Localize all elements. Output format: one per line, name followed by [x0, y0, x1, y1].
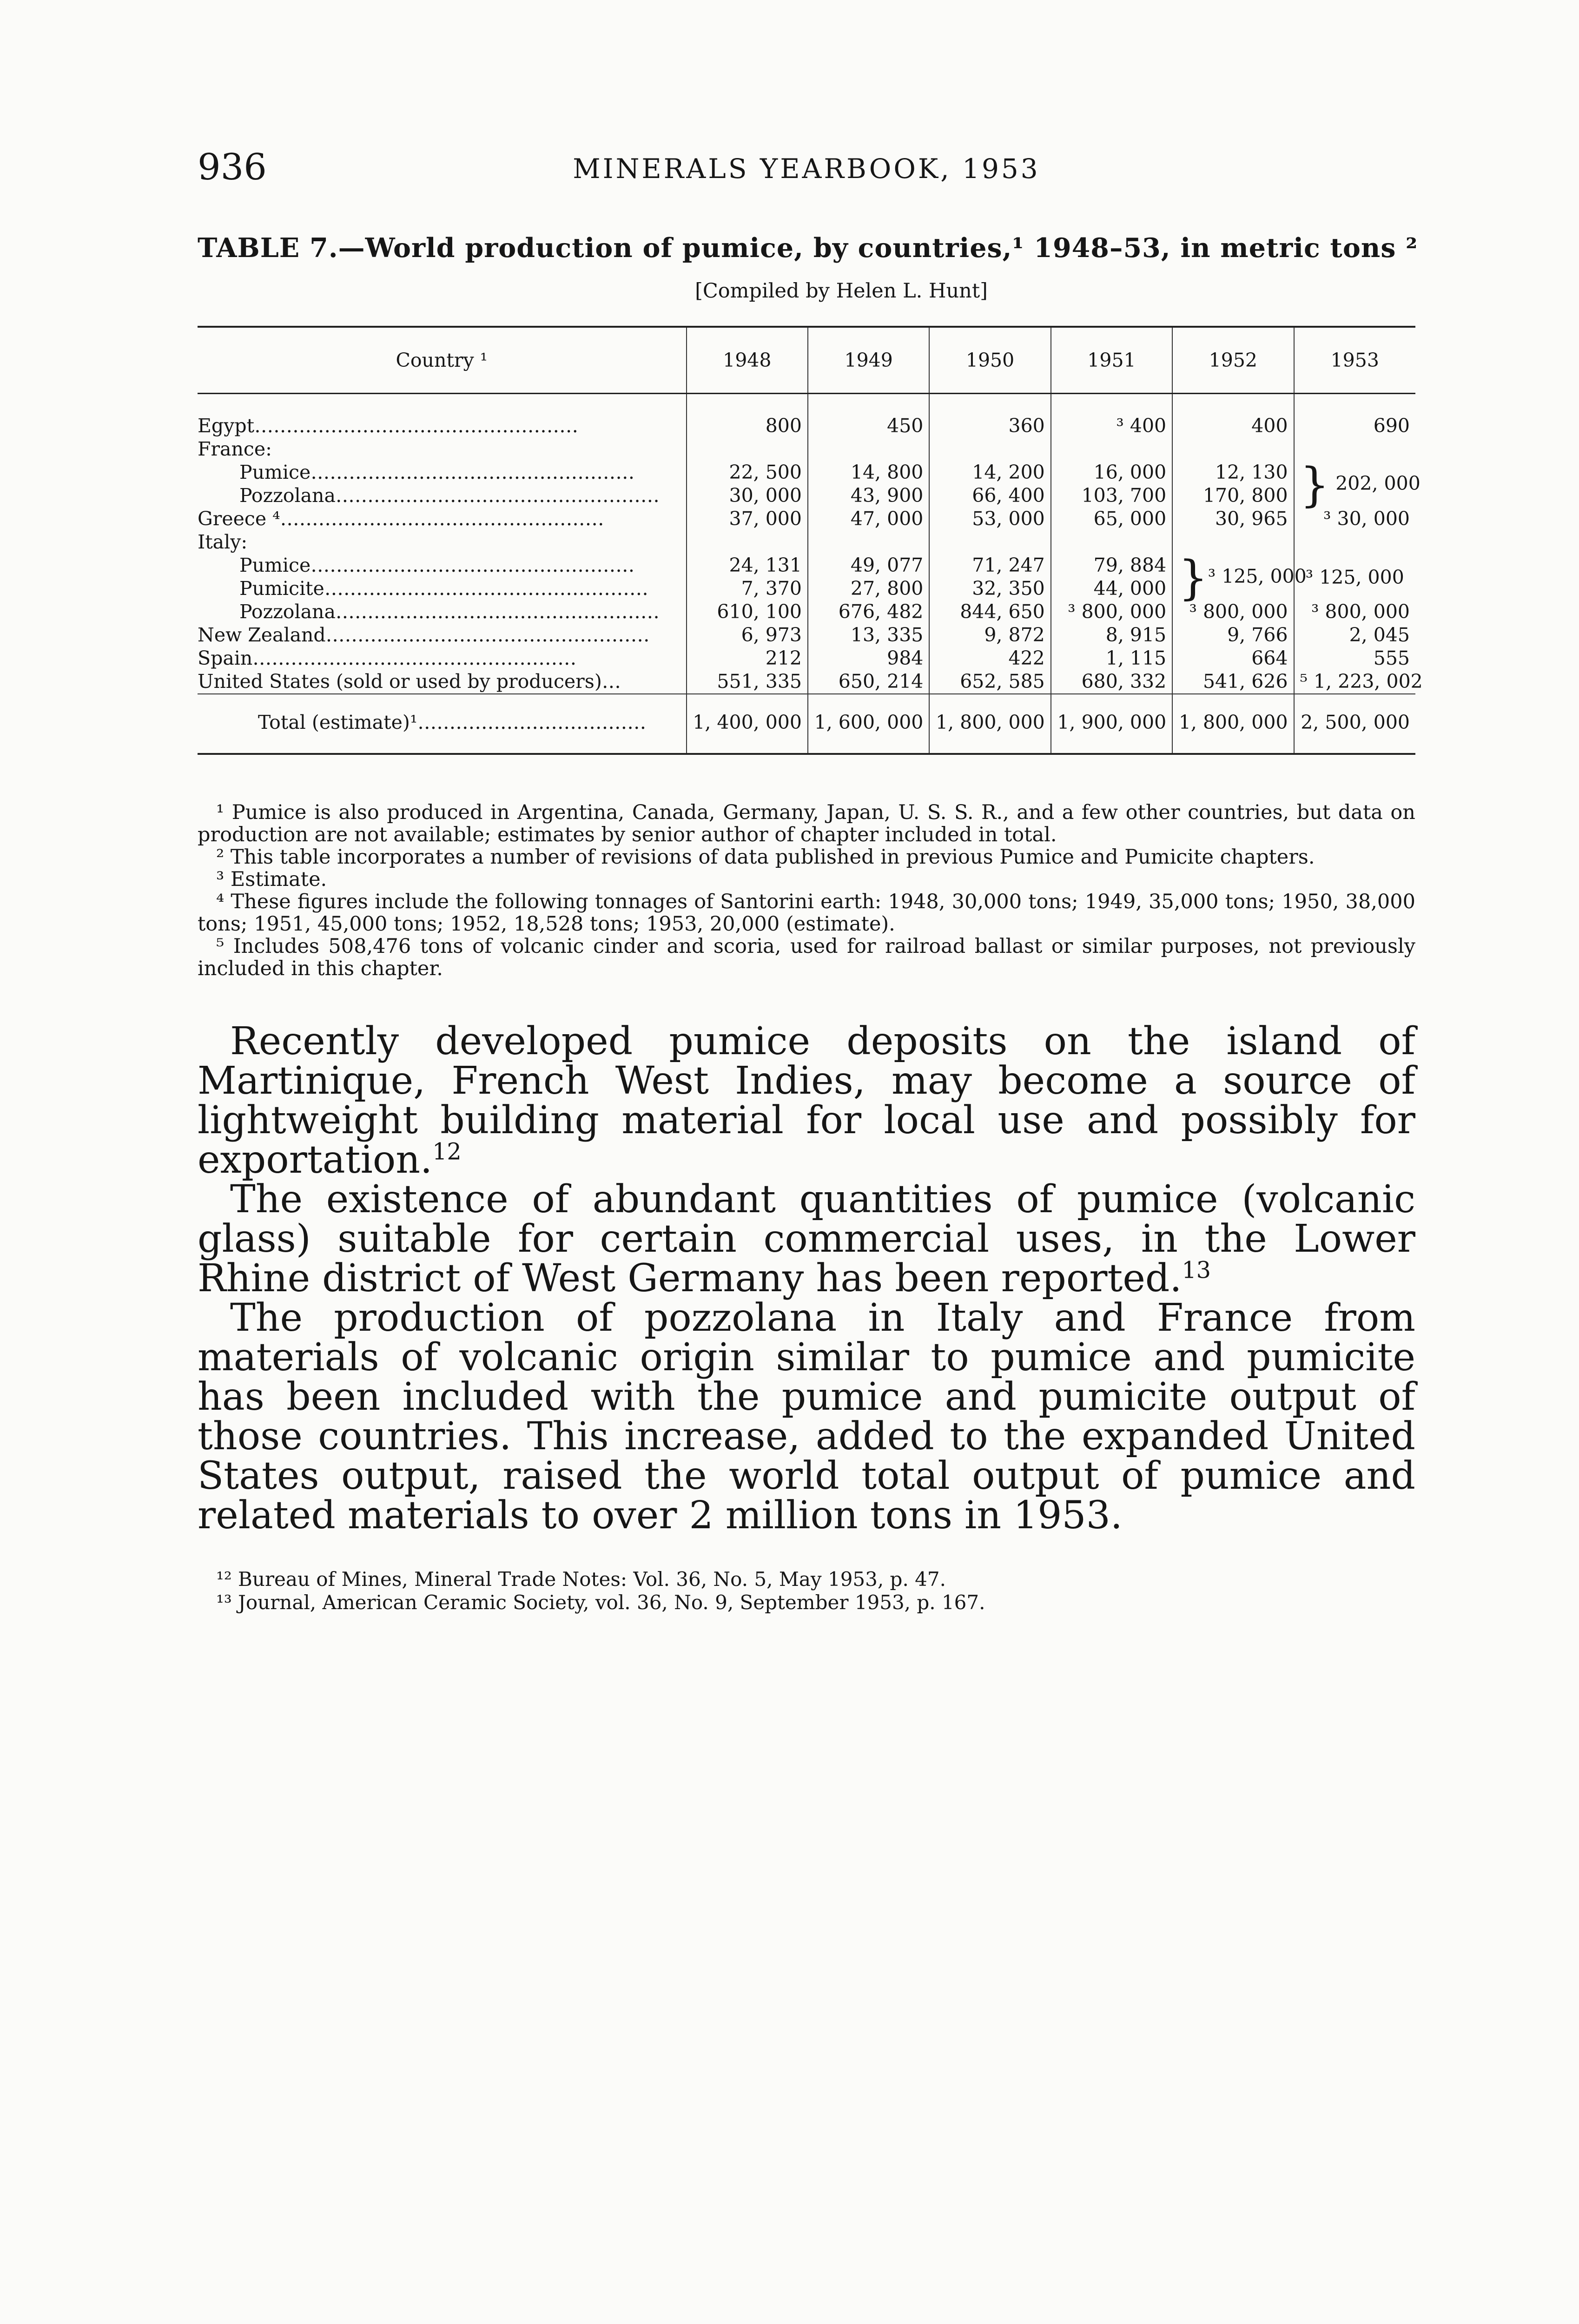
table-cell: 1, 400, 000 — [687, 694, 808, 754]
table-cell: 27, 800 — [808, 577, 929, 601]
table-cell: 1, 900, 000 — [1051, 694, 1172, 754]
paragraph-text: Recently developed pumice deposits on the island of Martinique, French West Indies, may become a source of lightweight building material for local use and possibly for exportation. — [198, 1019, 1415, 1182]
paragraph — [198, 1177, 1415, 1301]
table-cell: 422 — [929, 647, 1050, 670]
table-row — [198, 624, 1415, 647]
row-label-text: United States (sold or used by producers) — [198, 670, 602, 693]
footnote-ref: 13 — [1182, 1256, 1211, 1284]
running-head: MINERALS YEARBOOK, 1953 — [573, 153, 1040, 185]
table-cell: 664 — [1172, 647, 1294, 670]
table-cell: 14, 200 — [929, 461, 1050, 484]
row-label — [198, 577, 687, 601]
brace-glyph: } — [1178, 550, 1208, 605]
leader-dots: …………………………………………… — [254, 415, 579, 437]
table-cell: 37, 000 — [687, 508, 808, 531]
row-label-text: Greece ⁴ — [198, 508, 280, 530]
leader-dots: …………………………………………… — [252, 647, 577, 669]
table-cell: 170, 800 — [1172, 484, 1294, 508]
row-label — [198, 670, 687, 694]
table-header-row — [198, 327, 1415, 394]
table-row — [198, 461, 1415, 484]
table-cell: 47, 000 — [808, 508, 929, 531]
row-label — [198, 484, 687, 508]
column-header-year: 1949 — [808, 327, 929, 394]
table-cell: 30, 965 — [1172, 508, 1294, 531]
row-label-text: Total (estimate)¹ — [258, 711, 418, 733]
row-label-text: Pumicite — [239, 577, 324, 600]
row-label — [198, 461, 687, 484]
table-notes — [198, 801, 1415, 980]
table-cell: 8, 915 — [1051, 624, 1172, 647]
table-cell: 1, 600, 000 — [808, 694, 929, 754]
table-row — [198, 438, 1415, 461]
table-cell: 30, 000 — [687, 484, 808, 508]
table-cell: 53, 000 — [929, 508, 1050, 531]
table-cell: 9, 766 — [1172, 624, 1294, 647]
table-total-row — [198, 694, 1415, 754]
table-cell: 360 — [929, 394, 1050, 438]
row-label-text: Pumice — [239, 461, 311, 483]
paragraph-text: The existence of abundant quantities of pumice (volcanic glass) suitable for certain commercial uses, in the Lower Rhine district of West Germany has been reported. — [198, 1177, 1415, 1301]
row-label — [198, 601, 687, 624]
row-label-text: Pozzolana — [239, 601, 336, 623]
merged-value: ³ 125, 000 — [1208, 565, 1307, 588]
production-table — [198, 326, 1423, 755]
row-label: France: — [198, 438, 272, 460]
table-cell: 680, 332 — [1051, 670, 1172, 694]
row-label — [198, 554, 687, 577]
page-header — [198, 146, 1415, 198]
row-label-text: New Zealand — [198, 624, 326, 646]
table-cell: 22, 500 — [687, 461, 808, 484]
leader-dots: …………………………………………… — [325, 624, 650, 646]
table-cell: 212 — [687, 647, 808, 670]
column-header-year: 1951 — [1051, 327, 1172, 394]
table-row — [198, 394, 1415, 438]
row-label-text: Pumice — [239, 554, 311, 576]
table-cell: 7, 370 — [687, 577, 808, 601]
table-cell: 2, 045 — [1294, 624, 1415, 647]
table-cell: 6, 973 — [687, 624, 808, 647]
table-row — [198, 647, 1415, 670]
table-cell: 12, 130 — [1172, 461, 1294, 484]
leader-dots: …………………………………………… — [311, 461, 635, 483]
column-header-year: 1953 — [1294, 327, 1415, 394]
table-cell: 14, 800 — [808, 461, 929, 484]
table-cell: 9, 872 — [929, 624, 1050, 647]
table-cell: 79, 884 — [1051, 554, 1172, 577]
table-cell: 800 — [687, 394, 808, 438]
table-cell: 450 — [808, 394, 929, 438]
column-header-year: 1950 — [929, 327, 1050, 394]
table-cell: 984 — [808, 647, 929, 670]
row-label: Italy: — [198, 531, 248, 553]
table-cell: ³ 800, 000 — [1294, 601, 1415, 624]
table-cell: 690 — [1294, 394, 1415, 438]
footnote: ¹² Bureau of Mines, Mineral Trade Notes: Vol. 36, No. 5, May 1953, p. 47. — [216, 1568, 946, 1591]
table-cell: 49, 077 — [808, 554, 929, 577]
table-row — [198, 670, 1415, 694]
body-text — [198, 1019, 1415, 1538]
row-label-text: Spain — [198, 647, 253, 669]
table-cell: 650, 214 — [808, 670, 929, 694]
row-label — [198, 694, 687, 754]
table-cell: 652, 585 — [929, 670, 1050, 694]
leader-dots: …………………………………………… — [311, 554, 635, 576]
row-label — [198, 624, 687, 647]
table-cell: 541, 626 — [1172, 670, 1294, 694]
row-label — [198, 394, 687, 438]
table-cell: 844, 650 — [929, 601, 1050, 624]
table-cell: 551, 335 — [687, 670, 808, 694]
table-row — [198, 508, 1415, 531]
page-footnotes — [198, 1568, 1415, 1614]
leader-dots: ……………………………… — [417, 711, 647, 733]
footnote: ¹³ Journal, American Ceramic Society, vol. 36, No. 9, September 1953, p. 167. — [216, 1591, 985, 1614]
leader-dots: …………………………………………… — [335, 484, 660, 507]
table-cell: ³ 30, 000 — [1294, 508, 1415, 531]
table-note: ² This table incorporates a number of revisions of data published in previous Pumice and Pumicite chapters. — [216, 845, 1315, 869]
column-header-year: 1952 — [1172, 327, 1294, 394]
leader-dots: …………………………………………… — [335, 601, 660, 623]
table-cell: 13, 335 — [808, 624, 929, 647]
table-row — [198, 554, 1415, 577]
table-cell: 400 — [1172, 394, 1294, 438]
table-row — [198, 531, 1415, 554]
document-page — [198, 146, 1423, 1614]
table-cell: 32, 350 — [929, 577, 1050, 601]
table-cell: 1, 800, 000 — [1172, 694, 1294, 754]
table-cell: 676, 482 — [808, 601, 929, 624]
brace-glyph: } — [1300, 457, 1330, 512]
table-cell: 16, 000 — [1051, 461, 1172, 484]
paragraph — [198, 1019, 1415, 1182]
table-cell: 1, 115 — [1051, 647, 1172, 670]
footnote-ref: 12 — [432, 1138, 462, 1165]
table-cell: 555 — [1294, 647, 1415, 670]
table-title: TABLE 7.—World production of pumice, by countries,¹ 1948–53, in metric tons ² — [198, 232, 1418, 264]
merged-value: 202, 000 — [1335, 472, 1420, 495]
paragraph: The production of pozzolana in Italy and France from materials of volcanic origin similar to pumice and pumicite has been included with the pumice and pumicite output of those countries. This increase, added to the expanded United States output, raised the world total output of pumice and related materials to over 2 million tons in 1953. — [198, 1296, 1415, 1538]
table-cell: 24, 131 — [687, 554, 808, 577]
table-cell: 44, 000 — [1051, 577, 1172, 601]
table-note: ¹ Pumice is also produced in Argentina, Canada, Germany, Japan, U. S. S. R., and a few other countries, but data on production are not available; estimates by senior author of chapter included in total. — [198, 801, 1415, 846]
leader-dots: … — [601, 670, 621, 693]
table-cell: 66, 400 — [929, 484, 1050, 508]
table-cell: 2, 500, 000 — [1294, 694, 1415, 754]
table-row — [198, 601, 1415, 624]
leader-dots: …………………………………………… — [280, 508, 604, 530]
leader-dots: …………………………………………… — [324, 577, 648, 600]
table-cell-merged — [1172, 550, 1307, 605]
row-label-text: Pozzolana — [239, 484, 336, 507]
table-cell: 103, 700 — [1051, 484, 1172, 508]
table-cell-merged: ³ 125, 000 — [1294, 554, 1415, 601]
table-note: ³ Estimate. — [216, 868, 327, 891]
table-cell-merged — [1294, 457, 1420, 512]
page-number: 936 — [198, 146, 267, 188]
table-cell: ⁵ 1, 223, 002 — [1294, 670, 1415, 694]
table-cell: 71, 247 — [929, 554, 1050, 577]
column-header-year: 1948 — [687, 327, 808, 394]
column-header-country: Country ¹ — [198, 327, 687, 394]
row-label — [198, 647, 687, 670]
table-cell: 1, 800, 000 — [929, 694, 1050, 754]
table-cell: ³ 800, 000 — [1172, 601, 1294, 624]
table-row — [198, 484, 1415, 508]
row-label-text: Egypt — [198, 415, 255, 437]
row-label — [198, 508, 687, 531]
table-cell: 43, 900 — [808, 484, 929, 508]
table-cell: 65, 000 — [1051, 508, 1172, 531]
table-cell: 610, 100 — [687, 601, 808, 624]
table-note: ⁴ These figures include the following tonnages of Santorini earth: 1948, 30,000 tons; 1949, 35,000 tons; 1950, 38,000 tons; 1951, 45,000 tons; 1952, 18,528 tons; 1953, 20,000 (estimate). — [198, 890, 1415, 936]
table-cell: ³ 400 — [1051, 394, 1172, 438]
table-note: ⁵ Includes 508,476 tons of volcanic cinder and scoria, used for railroad ballast or similar purposes, not previously included in this chapter. — [198, 935, 1415, 980]
table-cell: ³ 800, 000 — [1051, 601, 1172, 624]
table-compiled-by: [Compiled by Helen L. Hunt] — [695, 279, 988, 303]
